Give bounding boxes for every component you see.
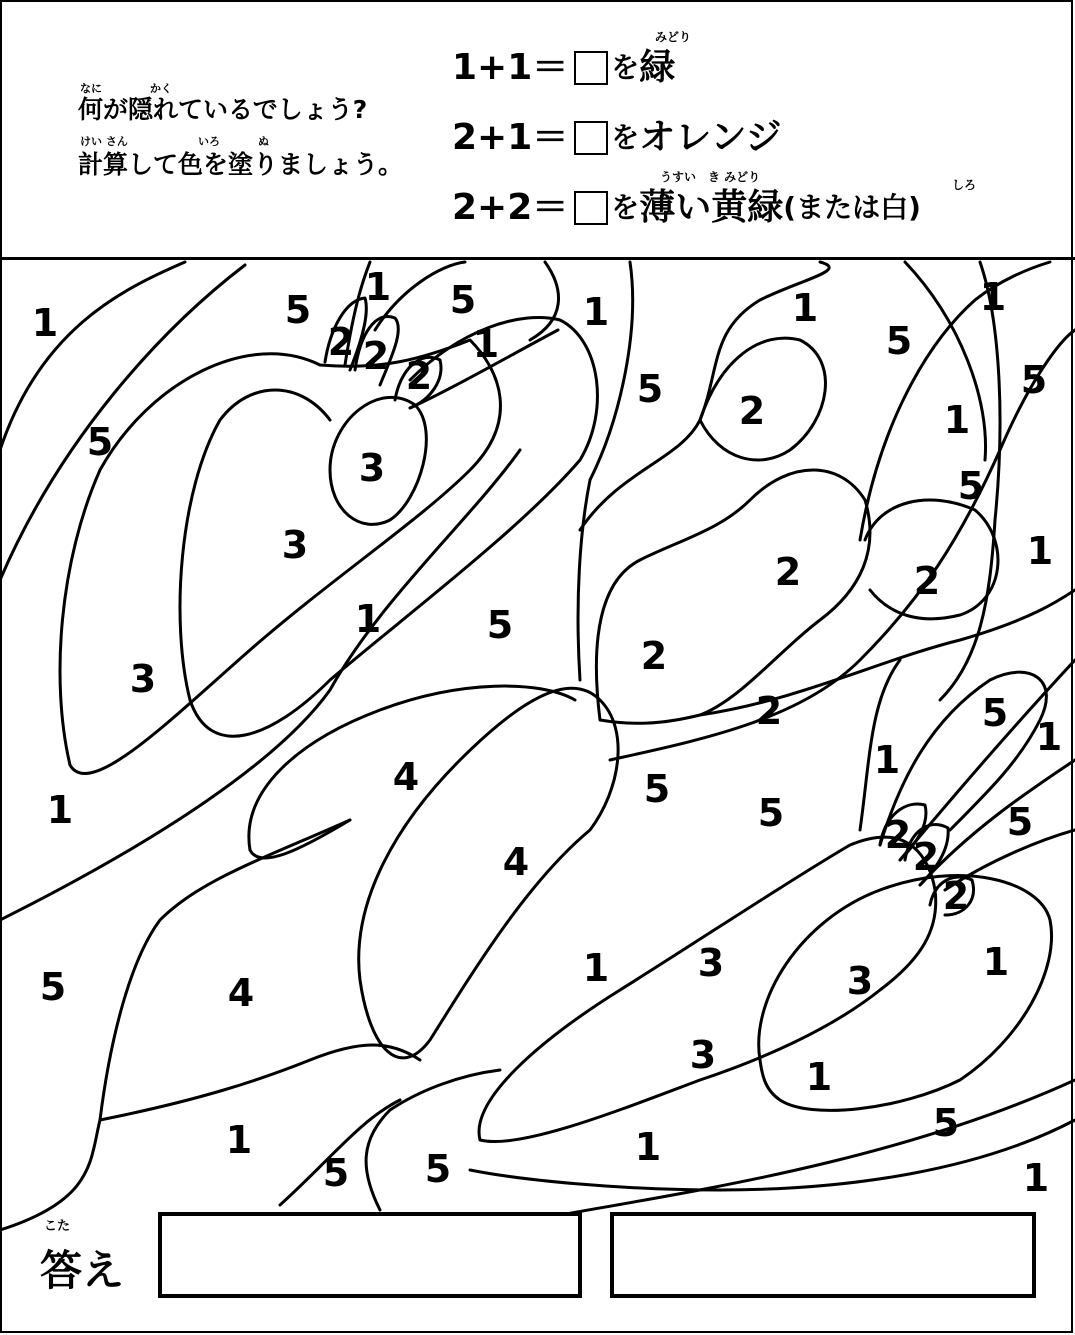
equation-3-wo: を	[611, 191, 640, 224]
region-number: 1	[982, 940, 1010, 984]
region-number: 5	[981, 691, 1009, 735]
region-number: 1	[364, 265, 392, 309]
region-number: 5	[932, 1101, 960, 1145]
region-number: 5	[1006, 800, 1034, 844]
region-number: 5	[284, 288, 312, 332]
region-number: 1	[31, 301, 59, 345]
region-number: 5	[757, 791, 785, 835]
region-number: 5	[957, 464, 985, 508]
ruby-keisan: けい さん	[80, 135, 128, 148]
region-number: 3	[697, 941, 725, 985]
region-number: 5	[885, 319, 913, 363]
answer-label: 答え	[40, 1246, 125, 1295]
central-blob-outline	[359, 688, 618, 1058]
carrot-top-left-outline	[60, 340, 500, 773]
color-by-number-puzzle[interactable]	[0, 260, 1075, 1335]
equation-1-wo: を	[611, 51, 640, 84]
region-number: 4	[502, 840, 530, 884]
region-number: 2	[327, 320, 355, 364]
region-number: 1	[582, 290, 610, 334]
instructions-header	[0, 0, 1075, 260]
region-number: 1	[354, 597, 382, 641]
equation-3-expr: 2+2＝	[452, 187, 569, 228]
region-number: 2	[640, 634, 668, 678]
equation-2-expr: 2+1＝	[452, 117, 569, 158]
equation-3	[452, 188, 921, 228]
equation-3-extra: (または白)	[783, 191, 921, 224]
equation-1-ruby: みどり	[655, 30, 692, 44]
answer-blank-1[interactable]	[574, 51, 608, 85]
region-number: 1	[634, 1125, 662, 1169]
region-number: 4	[392, 755, 420, 799]
answer-blank-3[interactable]	[574, 191, 608, 225]
region-number: 3	[358, 446, 386, 490]
answer-ruby: こた	[44, 1219, 71, 1234]
region-number: 5	[39, 965, 67, 1009]
region-number: 2	[774, 550, 802, 594]
carrot-head-bottom-right	[759, 876, 1052, 1111]
region-number: 4	[227, 971, 255, 1015]
equation-1-expr: 1+1＝	[452, 47, 569, 88]
ruby-nani: なに	[80, 82, 102, 95]
region-number: 5	[424, 1147, 452, 1191]
region-number: 2	[738, 389, 766, 433]
region-number: 1	[225, 1118, 253, 1162]
region-number: 1	[943, 398, 971, 442]
ruby-kaku: かく	[150, 82, 172, 95]
region-number: 3	[846, 959, 874, 1003]
region-outline	[0, 450, 520, 920]
region-number: 5	[1020, 358, 1048, 402]
region-number: 2	[913, 559, 941, 603]
region-number: 1	[1035, 715, 1063, 759]
region-number: 5	[322, 1151, 350, 1195]
region-number: 2	[755, 689, 783, 733]
instruction-line-1: 何が隠れているでしょう?	[78, 95, 368, 124]
region-number: 1	[1022, 1156, 1050, 1200]
ruby-iro: いろ	[198, 135, 220, 148]
leaf-outline	[530, 262, 559, 340]
region-number: 1	[979, 275, 1007, 319]
region-number: 5	[643, 767, 671, 811]
answer-blank-2[interactable]	[574, 121, 608, 155]
equation-3-extra-ruby: しろ	[952, 178, 977, 192]
carrot-top-left-inner	[180, 318, 597, 737]
answer-box-2[interactable]	[610, 1212, 1036, 1298]
leaf-outline	[900, 660, 1075, 860]
region-number: 2	[912, 835, 940, 879]
instruction-line-2: 計算して色を塗りましょう。	[78, 150, 404, 179]
equation-2-wo: を	[611, 121, 640, 154]
equation-2-color: オレンジ	[639, 117, 782, 158]
region-number: 2	[405, 354, 433, 398]
region-number: 1	[582, 946, 610, 990]
region-outline	[100, 820, 350, 1120]
region-number: 5	[636, 367, 664, 411]
region-number: 1	[1026, 529, 1054, 573]
region-number: 1	[805, 1055, 833, 1099]
region-number: 3	[281, 523, 309, 567]
region-number: 5	[449, 278, 477, 322]
equation-2	[452, 118, 781, 158]
equation-3-ruby: うすい き みどり	[660, 170, 761, 184]
region-number: 3	[129, 657, 157, 701]
region-number: 1	[472, 322, 500, 366]
region-number: 1	[791, 286, 819, 330]
region-number: 2	[362, 334, 390, 378]
region-number: 2	[884, 813, 912, 857]
region-number: 3	[689, 1033, 717, 1077]
region-number: 1	[873, 738, 901, 782]
equation-1-color: 緑	[639, 47, 676, 88]
region-number: 2	[942, 874, 970, 918]
region-outline	[0, 1120, 100, 1230]
answer-box-1[interactable]	[158, 1212, 582, 1298]
region-outline	[100, 1045, 420, 1120]
equation-1	[452, 48, 675, 88]
region-number: 1	[46, 788, 74, 832]
equation-3-color: 薄い黄緑	[639, 187, 784, 228]
region-number: 5	[486, 603, 514, 647]
ruby-nu: ぬ	[258, 135, 269, 148]
region-number: 5	[86, 420, 114, 464]
